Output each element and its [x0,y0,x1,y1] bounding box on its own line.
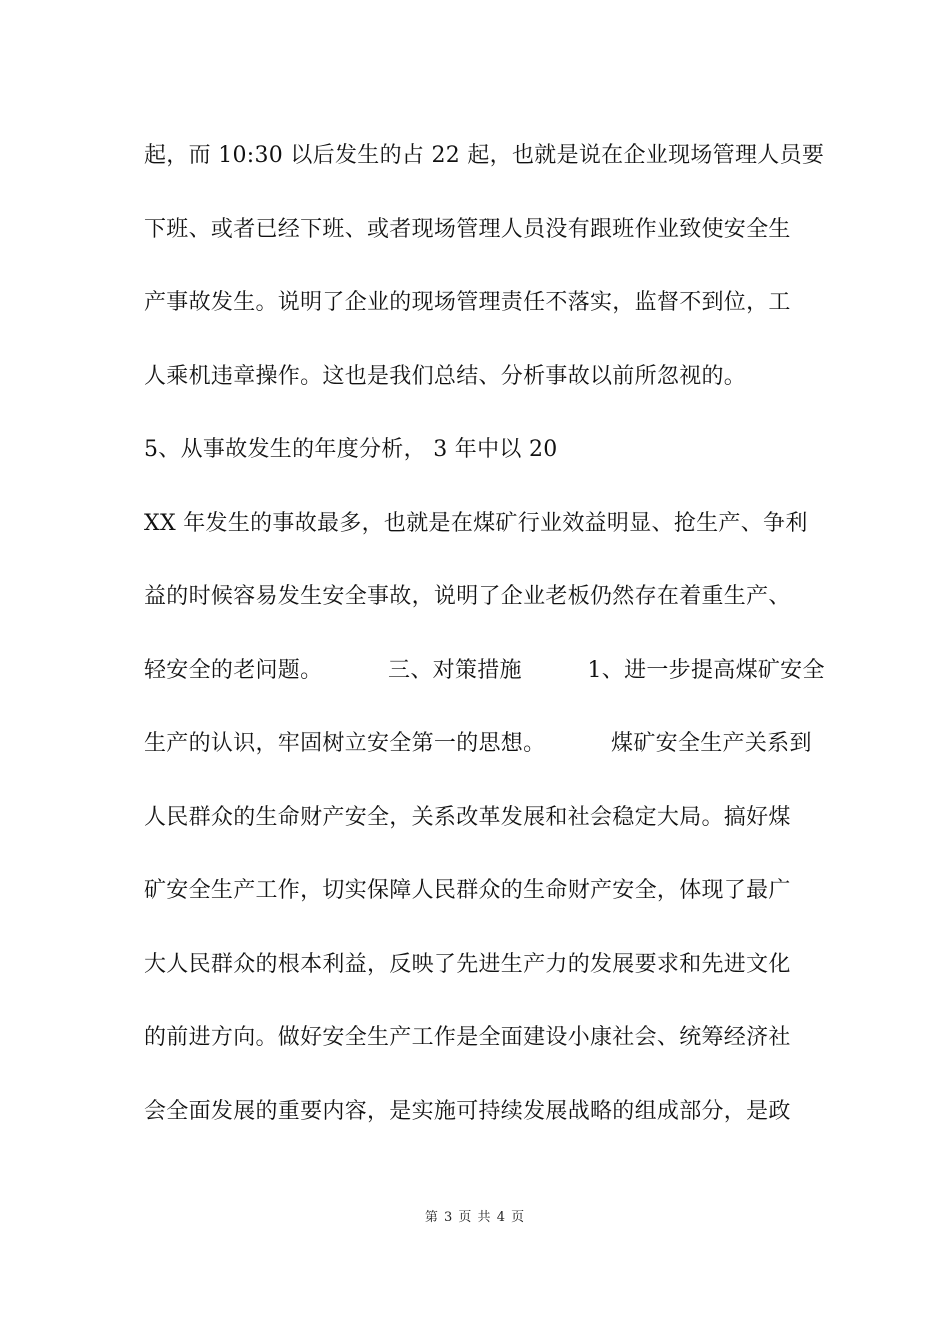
text-line: 人民群众的生命财产安全，关系改革发展和社会稳定大局。搞好煤 [144,804,791,830]
text-line: 的前进方向。做好安全生产工作是全面建设小康社会、统筹经济社 [144,1025,791,1050]
text-line: 生产的认识，牢固树立安全第一的思想。 煤矿安全生产关系到 [144,731,812,756]
text-line: 矿安全生产工作，切实保障人民群众的生命财产安全，体现了最广 [144,878,791,903]
text-line: 下班、或者已经下班、或者现场管理人员没有跟班作业致使安全生 [144,216,791,242]
text-line: 轻安全的老问题。 三、对策措施 1、进一步提高煤矿安全 [144,657,825,683]
text-line: 益的时候容易发生安全事故，说明了企业老板仍然存在着重生产、 [144,584,791,609]
text-line: 人乘机违章操作。这也是我们总结、分析事故以前所忽视的。 [144,363,747,389]
text-line: 起，而 10:30 以后发生的占 22 起，也就是说在企业现场管理人员要 [144,143,825,168]
page-number-footer: 第 3 页 共 4 页 [424,1210,526,1225]
text-line: 5、从事故发生的年度分析， 3 年中以 20 [144,437,558,462]
text-line: XX 年发生的事故最多，也就是在煤矿行业效益明显、抢生产、争利 [144,510,808,536]
text-line: 会全面发展的重要内容，是实施可持续发展战略的组成部分，是政 [144,1098,791,1124]
text-line: 大人民群众的根本利益，反映了先进生产力的发展要求和先进文化 [144,951,791,977]
text-line: 产事故发生。说明了企业的现场管理责任不落实，监督不到位，工 [144,290,791,315]
body-text [144,130,825,1159]
